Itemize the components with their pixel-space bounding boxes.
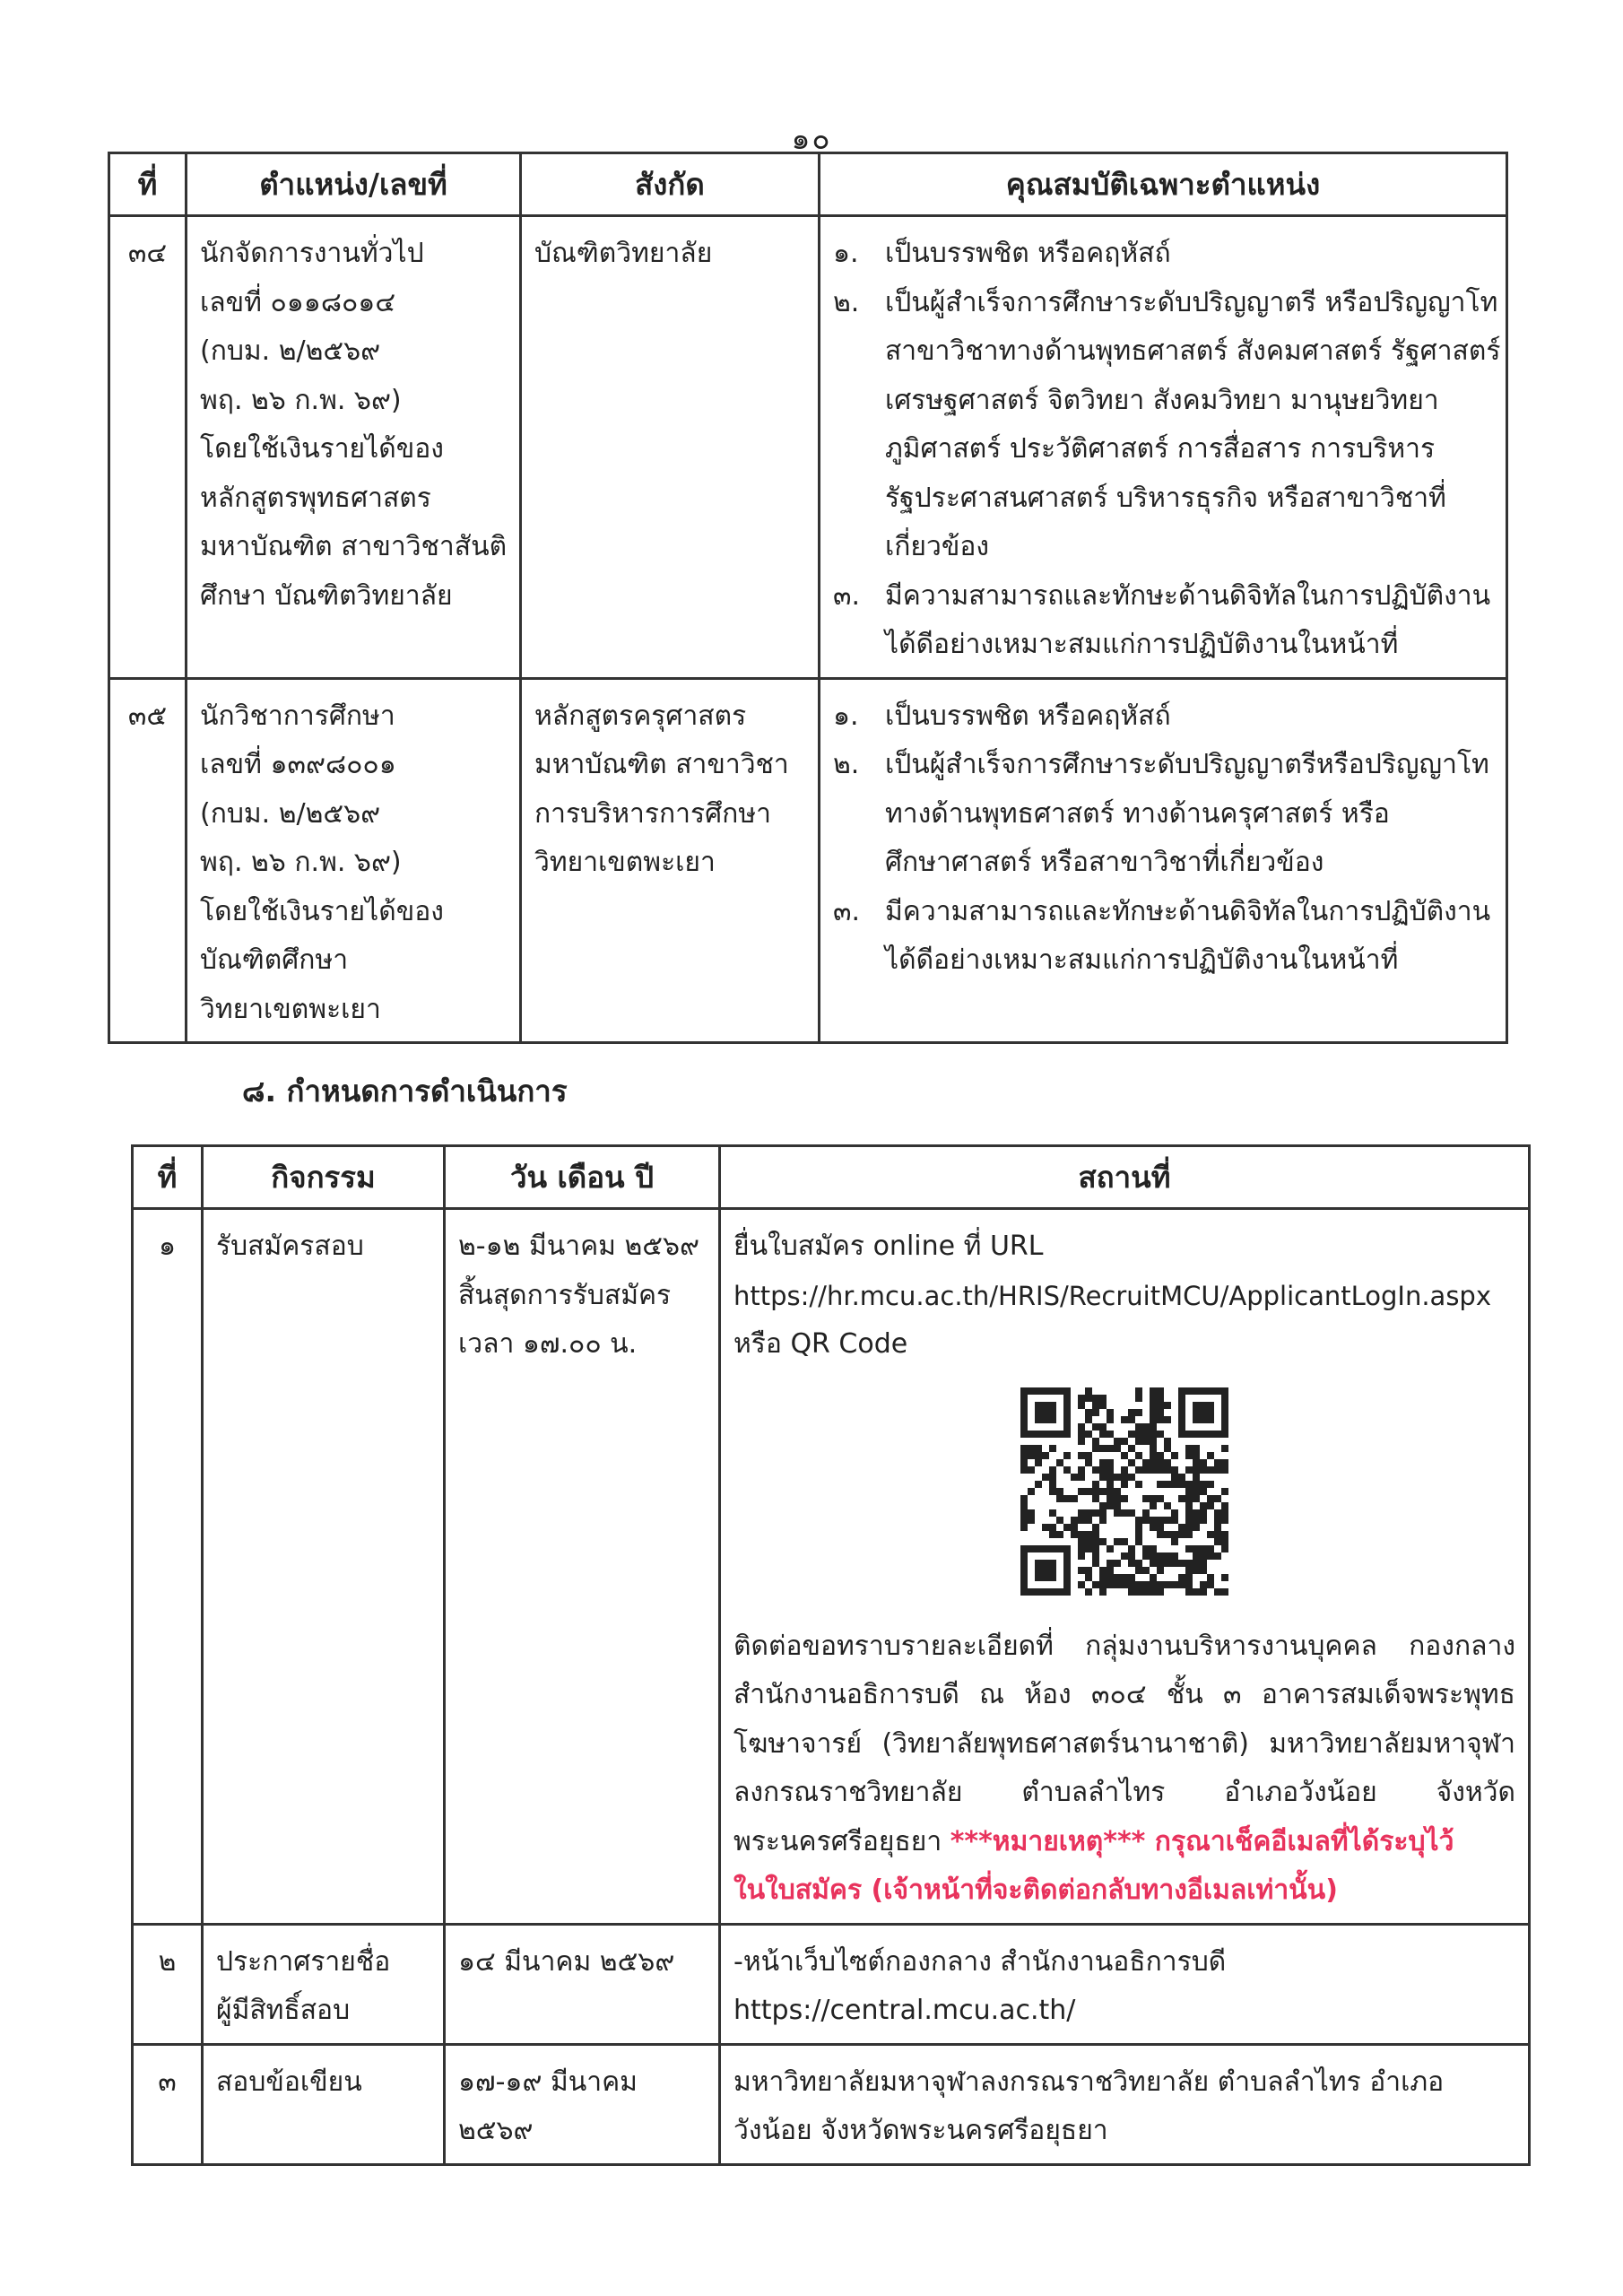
qualification-item: ๒. เป็นผู้สำเร็จการศึกษาระดับปริญญาตรี หรือปริญญาโท สาขาวิชาทางด้านพุทธศาสตร์ สังคมศาสตร์ รัฐศาสตร์ เศรษฐศาสตร์ จิตวิทยา สังคมวิทยา มานุษยวิทยา ภูมิศาสตร์ ประวัติศาสตร์ การสื่อสาร การบริหาร รัฐประศาสนศาสตร์ บริหารธุรกิจ หรือสาขาวิชาที่ เกี่ยวข้อง xyxy=(833,286,1501,562)
header-affiliation: สังกัด xyxy=(521,153,820,216)
position-line: มหาบัณฑิต สาขาวิชาสันติ xyxy=(200,531,508,562)
activity-line: ผู้มีสิทธิ์สอบ xyxy=(216,1995,351,2026)
qualification-item: ๑. เป็นบรรพชิต หรือคฤหัสถ์ xyxy=(833,700,1171,732)
position-line: วิทยาเขตพะเยา xyxy=(200,993,381,1025)
note-text: ในใบสมัคร (เจ้าหน้าที่จะติดต่อกลับทางอีเมลเท่านั้น) xyxy=(733,1874,1338,1906)
header-qualifications: คุณสมบัติเฉพาะตำแหน่ง xyxy=(820,153,1507,216)
position-line: (กบม. ๒/๒๕๖๙ xyxy=(200,797,381,830)
affiliation-line: วิทยาเขตพะเยา xyxy=(534,847,716,878)
row-number: ๓๔ xyxy=(109,216,187,679)
activity-line: ประกาศรายชื่อ xyxy=(216,1945,391,1978)
place-line: หรือ QR Code xyxy=(733,1328,908,1360)
qr-code[interactable] xyxy=(1020,1387,1228,1596)
date-line: ๑๗-๑๙ มีนาคม xyxy=(458,2066,638,2098)
place-cell xyxy=(720,1209,1530,1925)
date-cell xyxy=(445,1209,720,1925)
place-cell xyxy=(720,1924,1530,2044)
activity-cell xyxy=(203,1924,445,2044)
place-line: -หน้าเว็บไซต์กองกลาง สำนักงานอธิการบดี xyxy=(733,1945,1227,1978)
header-activity: กิจกรรม xyxy=(203,1146,445,1209)
row-number: ๓๕ xyxy=(109,678,187,1043)
header-position: ตำแหน่ง/เลขที่ xyxy=(187,153,521,216)
date-cell xyxy=(445,1924,720,2044)
activity-cell xyxy=(203,2044,445,2164)
header-place: สถานที่ xyxy=(720,1146,1530,1209)
position-line: ศึกษา บัณฑิตวิทยาลัย xyxy=(200,579,453,612)
contact-line: สำนักงานอธิการบดี ณ ห้อง ๓๐๔ ชั้น ๓ อาคารสมเด็จพระพุทธ xyxy=(733,1679,1515,1710)
table-row xyxy=(133,1924,1530,2044)
position-line: บัณฑิตศึกษา xyxy=(200,944,349,976)
contact-line: ติดต่อขอทราบรายละเอียดที่ กลุ่มงานบริหารงานบุคคล กองกลาง xyxy=(733,1630,1515,1662)
qualifications-cell xyxy=(820,216,1507,679)
position-line: เลขที่ ๑๓๙๘๐๐๑ xyxy=(200,749,396,780)
positions-table xyxy=(108,152,1508,1044)
note-text: ***หมายเหตุ*** กรุณาเช็คอีเมลที่ได้ระบุไว้ xyxy=(950,1825,1454,1857)
table-row xyxy=(133,2044,1530,2164)
affiliation-line: หลักสูตรครุศาสตร xyxy=(534,700,747,732)
contact-line: โฆษาจารย์ (วิทยาลัยพุทธศาสตร์นานาชาติ) มหาวิทยาลัยมหาจุฬา xyxy=(733,1727,1515,1760)
affiliation-line: การบริหารการศึกษา xyxy=(534,797,771,830)
page-number: ๑๐ xyxy=(791,121,832,156)
row-number: ๓ xyxy=(133,2044,203,2164)
contact-line: พระนครศรีอยุธยา ***หมายเหตุ*** กรุณาเช็คอีเมลที่ได้ระบุไว้ xyxy=(733,1825,1454,1857)
place-line: มหาวิทยาลัยมหาจุฬาลงกรณราชวิทยาลัย ตำบลลำไทร อำเภอ xyxy=(733,2066,1445,2098)
section-heading: ๘. กำหนดการดำเนินการ xyxy=(242,1074,568,1109)
qualification-item: ๓. มีความสามารถและทักษะด้านดิจิทัลในการปฏิบัติงาน ได้ดีอย่างเหมาะสมแก่การปฏิบัติงานในหน้าที่ xyxy=(833,895,1491,976)
central-url-link[interactable]: https://central.mcu.ac.th/ xyxy=(733,1995,1076,2026)
position-line: เลขที่ ๐๑๑๘๐๑๔ xyxy=(200,286,396,318)
position-line: นักจัดการงานทั่วไป xyxy=(200,238,424,269)
table-row xyxy=(133,1209,1530,1925)
date-line: ๑๔ มีนาคม ๒๕๖๙ xyxy=(458,1945,675,1978)
date-cell xyxy=(445,2044,720,2164)
position-cell xyxy=(187,678,521,1043)
position-cell xyxy=(187,216,521,679)
position-line: พฤ. ๒๖ ก.พ. ๖๙) xyxy=(200,847,402,878)
affiliation-cell xyxy=(521,678,820,1043)
schedule-table-header xyxy=(133,1146,1530,1209)
contact-line: ลงกรณราชวิทยาลัย ตำบลลำไทร อำเภอวังน้อย จังหวัด xyxy=(733,1777,1515,1808)
application-url-link[interactable]: https://hr.mcu.ac.th/HRIS/RecruitMCU/ApplicantLogIn.aspx xyxy=(733,1280,1492,1311)
affiliation-line: มหาบัณฑิต สาขาวิชา xyxy=(534,749,789,780)
position-line: หลักสูตรพุทธศาสตร xyxy=(200,482,431,514)
activity-line: สอบข้อเขียน xyxy=(216,2066,362,2098)
header-no: ที่ xyxy=(109,153,187,216)
qualifications-cell xyxy=(820,678,1507,1043)
qualification-item: ๓. มีความสามารถและทักษะด้านดิจิทัลในการปฏิบัติงาน ได้ดีอย่างเหมาะสมแก่การปฏิบัติงานในหน้าที่ xyxy=(833,579,1491,660)
position-line: โดยใช้เงินรายได้ของ xyxy=(200,433,444,465)
header-date: วัน เดือน ปี xyxy=(445,1146,720,1209)
table-row xyxy=(109,216,1507,679)
date-line: ๒-๑๒ มีนาคม ๒๕๖๙ xyxy=(458,1231,699,1262)
affiliation-line: บัณฑิตวิทยาลัย xyxy=(534,238,713,269)
place-line: ยื่นใบสมัคร online ที่ URL xyxy=(733,1231,1044,1262)
affiliation-cell xyxy=(521,216,820,679)
position-line: โดยใช้เงินรายได้ของ xyxy=(200,895,444,927)
position-line: (กบม. ๒/๒๕๖๙ xyxy=(200,335,381,367)
row-number: ๑ xyxy=(133,1209,203,1925)
place-cell xyxy=(720,2044,1530,2164)
header-no: ที่ xyxy=(133,1146,203,1209)
qualification-item: ๑. เป็นบรรพชิต หรือคฤหัสถ์ xyxy=(833,238,1171,269)
qualification-item: ๒. เป็นผู้สำเร็จการศึกษาระดับปริญญาตรีหรือปริญญาโท ทางด้านพุทธศาสตร์ ทางด้านครุศาสตร์ หรือ ศึกษาศาสตร์ หรือสาขาวิชาที่เกี่ยวข้อง xyxy=(833,749,1489,878)
position-line: พฤ. ๒๖ ก.พ. ๖๙) xyxy=(200,384,402,416)
date-line: สิ้นสุดการรับสมัคร xyxy=(458,1279,672,1311)
activity-line: รับสมัครสอบ xyxy=(216,1231,364,1262)
date-line: ๒๕๖๙ xyxy=(458,2115,534,2146)
place-line: วังน้อย จังหวัดพระนครศรีอยุธยา xyxy=(733,2115,1108,2146)
positions-table-header xyxy=(109,153,1507,216)
row-number: ๒ xyxy=(133,1924,203,2044)
schedule-table xyxy=(131,1144,1531,2166)
activity-cell xyxy=(203,1209,445,1925)
table-row xyxy=(109,678,1507,1043)
date-line: เวลา ๑๗.๐๐ น. xyxy=(458,1328,638,1360)
position-line: นักวิชาการศึกษา xyxy=(200,700,395,732)
